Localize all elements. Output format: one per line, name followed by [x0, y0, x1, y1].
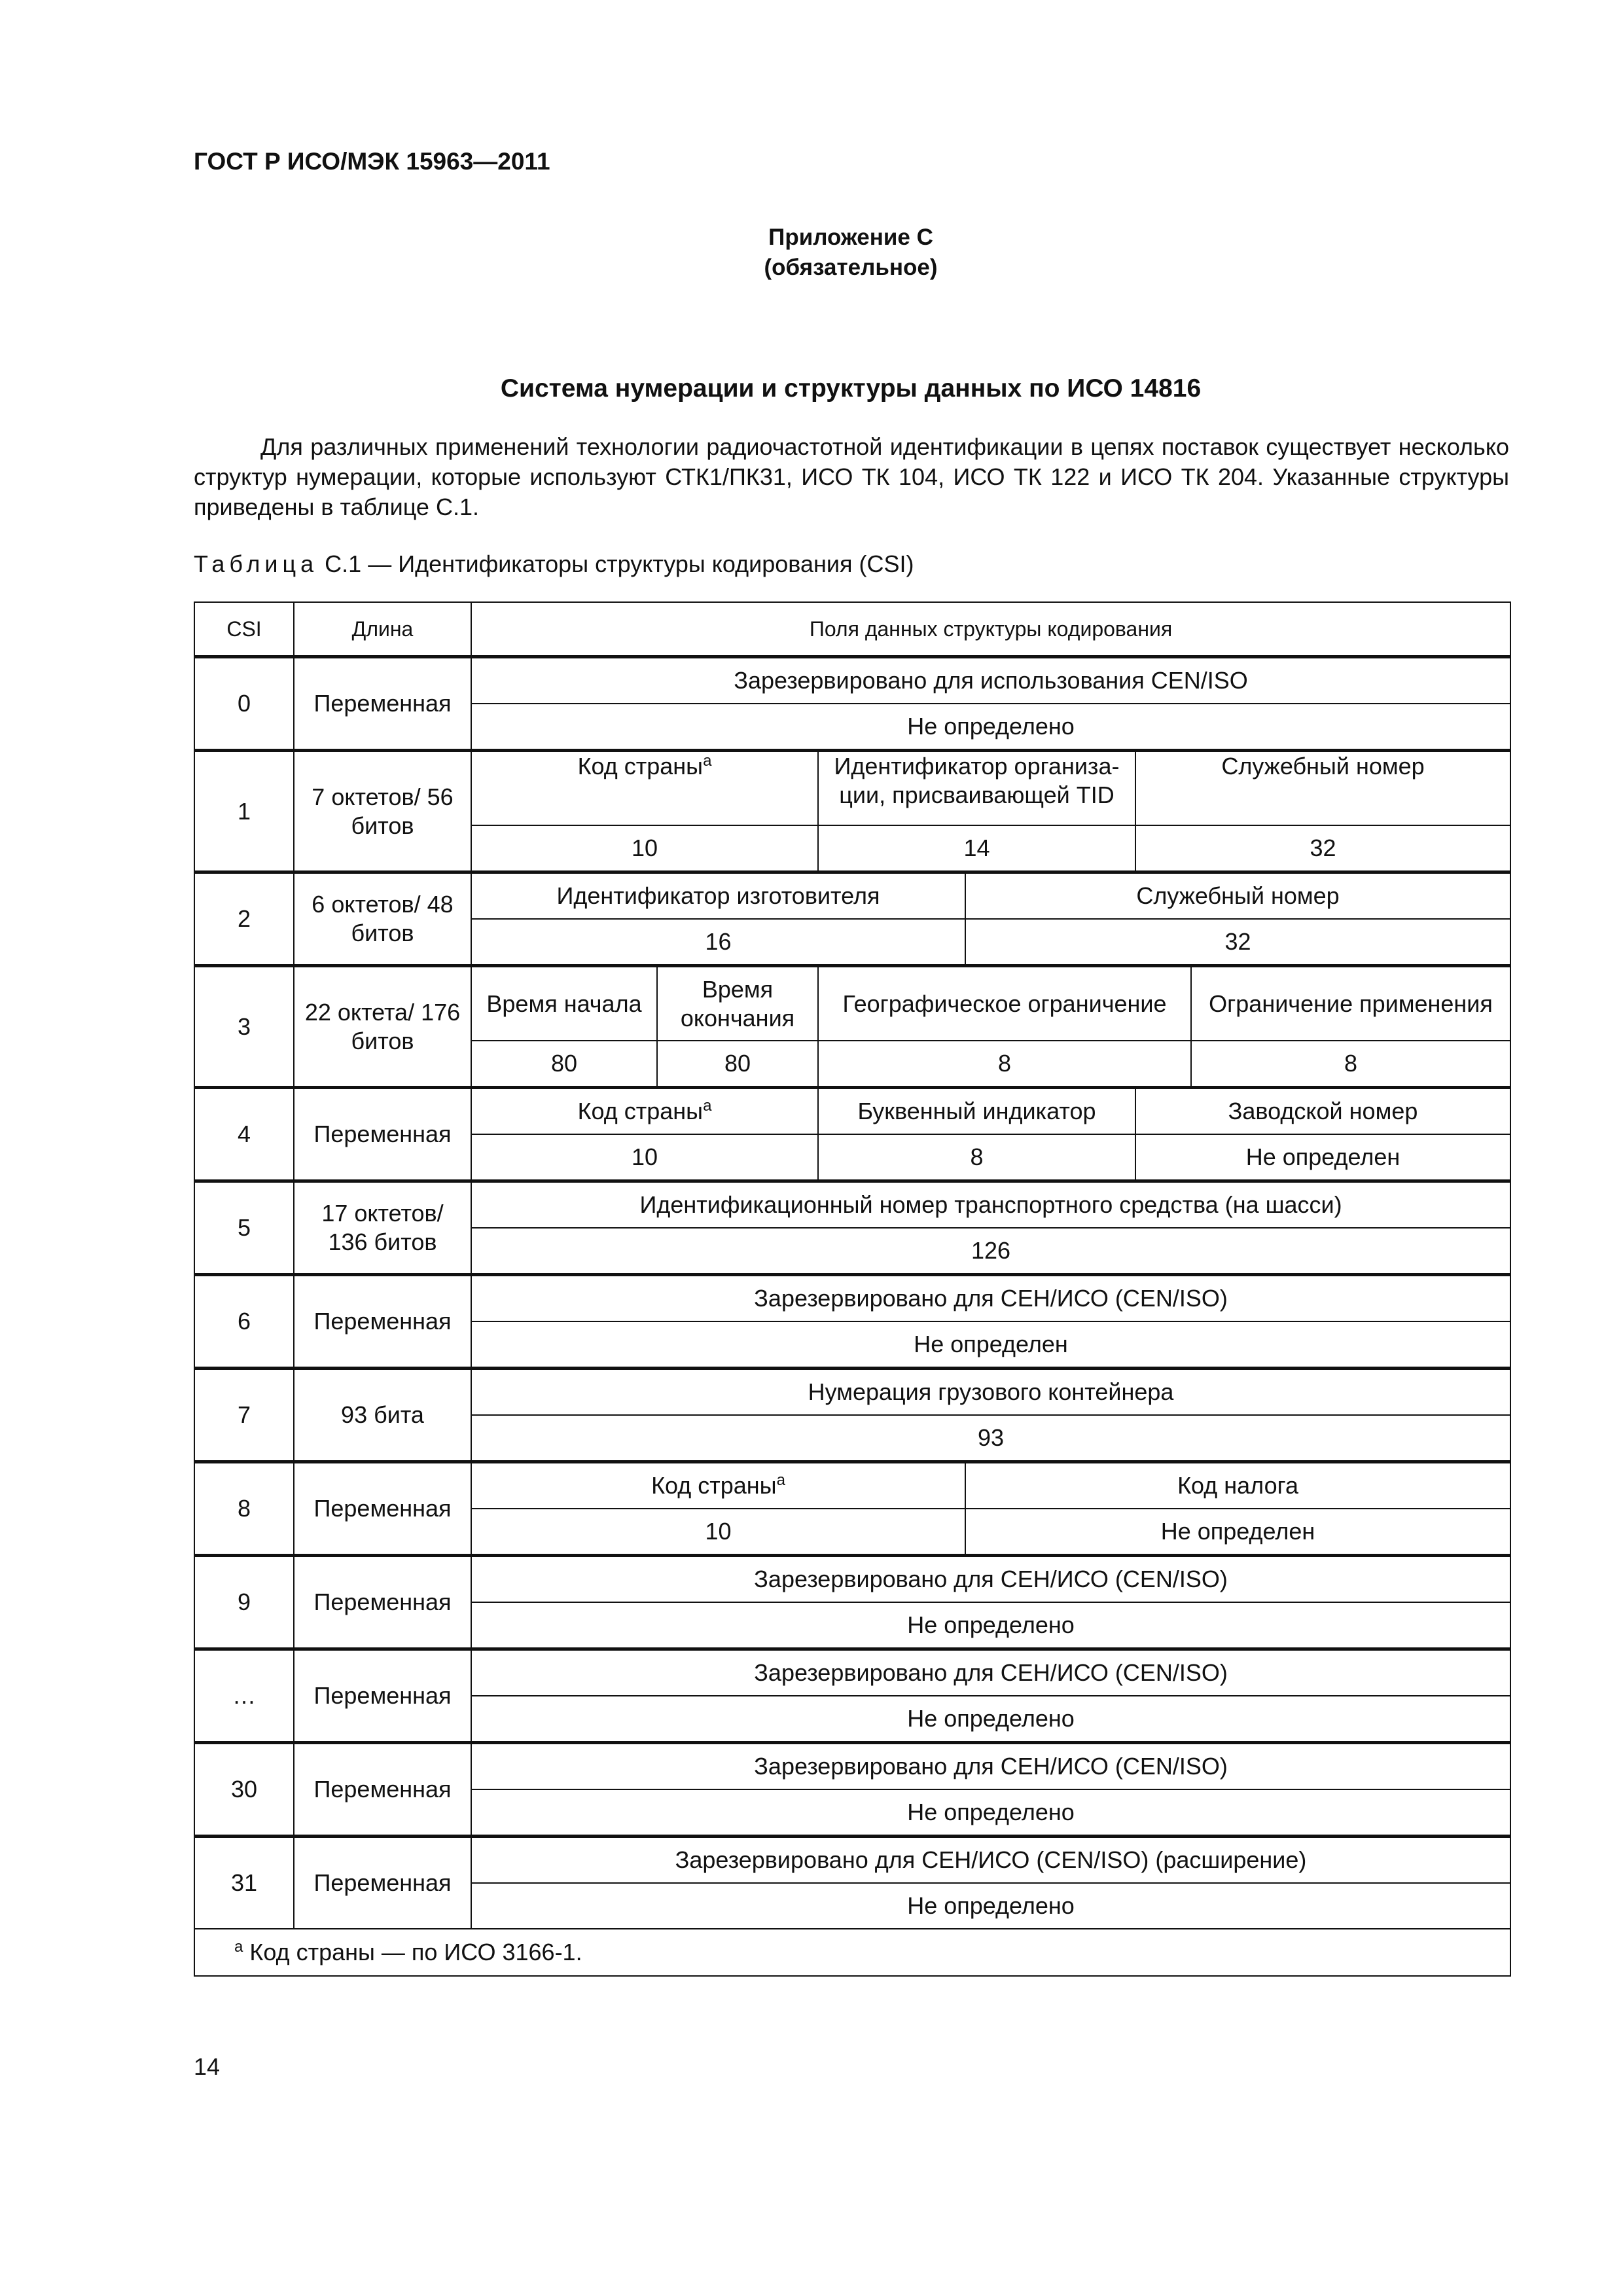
field-size: 8 — [818, 1041, 1191, 1088]
length-value: Переменная — [294, 1275, 471, 1369]
field-name: Нумерация грузового контейнера — [471, 1369, 1510, 1416]
field-name: Служебный номер — [965, 872, 1510, 920]
header-fields: Поля данных структуры кодирования — [471, 602, 1510, 657]
field-size: Не определен — [471, 1321, 1510, 1369]
table-caption-label: Таблица — [194, 550, 319, 577]
field-name — [471, 1088, 818, 1135]
csi-row-group — [194, 751, 1510, 872]
csi-row-group — [194, 1462, 1510, 1556]
length-value: Переменная — [294, 1088, 471, 1181]
csi-value: 31 — [194, 1837, 294, 1929]
table-header-row — [194, 602, 1510, 657]
field-size: 14 — [818, 825, 1135, 872]
csi-row-group — [194, 966, 1510, 1088]
table-caption-text: С.1 — Идентификаторы структуры кодирования (CSI) — [325, 550, 914, 577]
length-value: 93 бита — [294, 1369, 471, 1462]
field-name: Служебный номер — [1135, 751, 1510, 826]
field-name: Зарезервировано для СЕН/ИСО (CEN/ISO) — [471, 1649, 1510, 1696]
header-csi: CSI — [194, 602, 294, 657]
field-size: 10 — [471, 1509, 965, 1556]
header-length: Длина — [294, 602, 471, 657]
csi-value: 8 — [194, 1462, 294, 1556]
field-name: Время окончания — [657, 966, 818, 1041]
page-number: 14 — [194, 2053, 221, 2080]
csi-value: … — [194, 1649, 294, 1743]
csi-row-group — [194, 1088, 1510, 1181]
field-size: Не определен — [1135, 1134, 1510, 1181]
field-name: Зарезервировано для использования CEN/ISO — [471, 657, 1510, 704]
field-size: 8 — [1191, 1041, 1510, 1088]
csi-row-group — [194, 1556, 1510, 1649]
csi-value: 1 — [194, 751, 294, 872]
field-size: 93 — [471, 1415, 1510, 1462]
csi-row-group — [194, 872, 1510, 966]
csi-value: 6 — [194, 1275, 294, 1369]
length-value: Переменная — [294, 657, 471, 751]
field-name: Идентификатор изготовителя — [471, 872, 965, 920]
length-value: Переменная — [294, 1462, 471, 1556]
field-name: Зарезервировано для СЕН/ИСО (CEN/ISO) — [471, 1556, 1510, 1603]
annex-status: (обязательное) — [764, 255, 938, 280]
field-size: 10 — [471, 1134, 818, 1181]
csi-row-group — [194, 1743, 1510, 1837]
section-title: Система нумерации и структуры данных по ИСО 14816 — [500, 374, 1202, 403]
field-size: Не определено — [471, 1696, 1510, 1743]
table-footnote-group — [194, 1929, 1510, 1976]
length-value: 6 октетов/ 48 битов — [294, 872, 471, 966]
field-name-text: Код страны — [577, 1098, 704, 1124]
csi-row-group — [194, 1181, 1510, 1275]
table-footnote — [194, 1929, 1510, 1976]
intro-paragraph: Для различных применений технологии радиочастотной идентификации в цепях поставок существует несколько структур нумерации, которые используют СТК1/ПК31, ИСО ТК 104, ИСО ТК 122 и ИСО ТК 204. Указанные структуры приведены в таблице С.1. — [194, 433, 1509, 520]
field-name: Идентификационный номер транспортного средства (на шасси) — [471, 1181, 1510, 1229]
footnote-text: Код страны — по ИСО 3166-1. — [249, 1939, 582, 1965]
csi-value: 30 — [194, 1743, 294, 1837]
csi-value: 0 — [194, 657, 294, 751]
csi-row-group — [194, 1275, 1510, 1369]
field-name: Код налога — [965, 1462, 1510, 1509]
length-value: 17 октетов/ 136 битов — [294, 1181, 471, 1275]
field-name: Время начала — [471, 966, 657, 1041]
field-size: 32 — [1135, 825, 1510, 872]
csi-value: 5 — [194, 1181, 294, 1275]
footnote-marker: a — [703, 1097, 712, 1115]
length-value: Переменная — [294, 1743, 471, 1837]
field-name: Заводской номер — [1135, 1088, 1510, 1135]
annex-name: Приложение С — [768, 224, 933, 250]
field-name: Идентификатор организа- ции, присваивающей TID — [818, 751, 1135, 826]
length-value: Переменная — [294, 1649, 471, 1743]
footnote-marker: a — [703, 752, 712, 770]
table-caption — [194, 550, 914, 578]
field-name: Зарезервировано для СЕН/ИСО (CEN/ISO) (расширение) — [471, 1837, 1510, 1884]
field-size: 126 — [471, 1228, 1510, 1275]
length-value: 7 октетов/ 56 битов — [294, 751, 471, 872]
field-size: Не определено — [471, 704, 1510, 751]
csi-value: 2 — [194, 872, 294, 966]
field-name: Буквенный индикатор — [818, 1088, 1135, 1135]
csi-value: 4 — [194, 1088, 294, 1181]
field-size: Не определено — [471, 1602, 1510, 1649]
length-value: Переменная — [294, 1556, 471, 1649]
length-value: Переменная — [294, 1837, 471, 1929]
field-name: Географическое ограничение — [818, 966, 1191, 1041]
csi-table — [194, 601, 1511, 1977]
field-name — [471, 751, 818, 826]
csi-row-group — [194, 1649, 1510, 1743]
document-header-id: ГОСТ Р ИСО/МЭК 15963—2011 — [194, 148, 550, 175]
field-name — [471, 1462, 965, 1509]
field-size: 16 — [471, 919, 965, 966]
length-value: 22 октета/ 176 битов — [294, 966, 471, 1088]
field-size: 32 — [965, 919, 1510, 966]
field-size: Не определено — [471, 1789, 1510, 1837]
field-size: Не определено — [471, 1883, 1510, 1929]
csi-row-group — [194, 657, 1510, 751]
field-name-text: Код страны — [651, 1472, 777, 1499]
csi-row-group — [194, 1837, 1510, 1929]
footnote-marker: a — [234, 1938, 243, 1956]
field-name: Зарезервировано для СЕН/ИСО (CEN/ISO) — [471, 1275, 1510, 1322]
csi-value: 9 — [194, 1556, 294, 1649]
field-size: Не определен — [965, 1509, 1510, 1556]
csi-value: 7 — [194, 1369, 294, 1462]
field-name: Зарезервировано для СЕН/ИСО (CEN/ISO) — [471, 1743, 1510, 1790]
field-size: 80 — [471, 1041, 657, 1088]
field-name: Ограничение применения — [1191, 966, 1510, 1041]
field-size: 10 — [471, 825, 818, 872]
csi-row-group — [194, 1369, 1510, 1462]
field-size: 80 — [657, 1041, 818, 1088]
footnote-marker: a — [776, 1471, 785, 1489]
field-name-text: Код страны — [577, 753, 704, 780]
csi-value: 3 — [194, 966, 294, 1088]
field-size: 8 — [818, 1134, 1135, 1181]
